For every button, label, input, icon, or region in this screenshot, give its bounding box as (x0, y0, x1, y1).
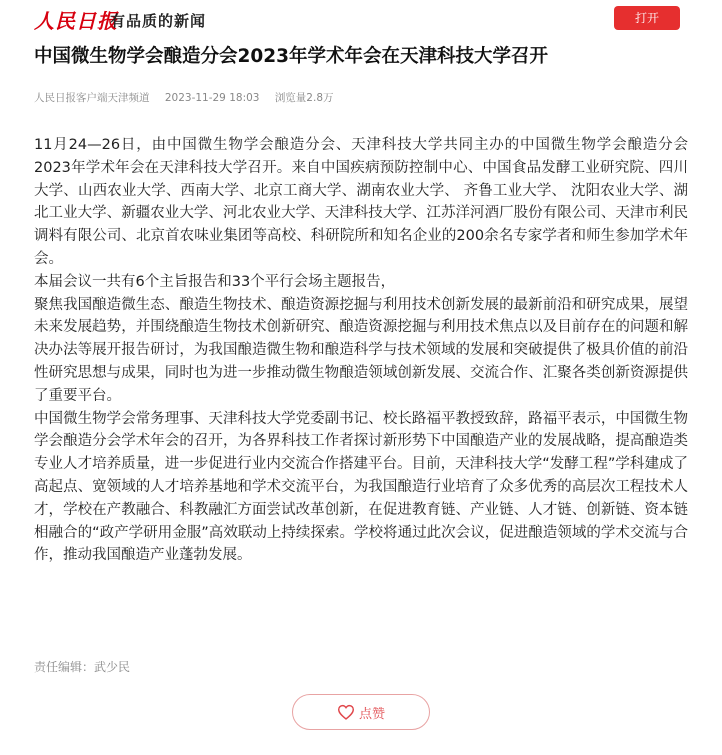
article-datetime: 2023-11-29 18:03 (164, 92, 260, 104)
logo: 人民日报 (34, 9, 118, 33)
article-paragraph: 本届会议一共有6个主旨报告和33个平行会场主题报告， (34, 273, 396, 290)
heart-icon (337, 704, 355, 720)
like-button[interactable] (292, 694, 430, 730)
article-paragraph: 11月24—26日，由中国微生物学会酿造分会、天津科技大学共同主办的中国微生物学会酿造分会2023年学术年会在天津科技大学召开。来自中国疾病预防控制中心、中国食品发酵工业研究院、四川大学、山西农业大学、西南大学、北京工商大学、湖南农业大学、 齐鲁工业大学、 沈阳农业大学、湖北工业大学、新疆农业大学、河北农业大学、天津科技大学、江苏洋河酒厂股份有限公司、天津市利民调料有限公司、北京首农味业集团等高校、科研院所和知名企业的200余名专家学者和师生参加学术年会。 (34, 137, 688, 267)
article-paragraph: 中国微生物学会常务理事、天津科技大学党委副书记、校长路福平教授致辞，路福平表示，中国微生物学会酿造分会学术年会的召开，为各界科技工作者探讨新形势下中国酿造产业的发展战略，提高酿造类专业人才培养质量，进一步促进行业内交流合作搭建平台。目前，天津科技大学“发酵工程”学科建成了高起点、宽领域的人才培养基地和学术交流平台，为我国酿造行业培育了众多优秀的高层次工程技术人才，学校在产教融合、科教融汇方面尝试改革创新，在促进教育链、产业链、人才链、创新链、资本链相融合的“政产学研用金服”高效联动上持续探索。学校将通过此次会议，促进酿造领域的学术交流与合作，推动我国酿造产业蓬勃发展。 (34, 410, 688, 564)
slogan: 有品质的新闻 (110, 12, 207, 30)
like-label: 点赞 (358, 706, 385, 722)
article-title: 中国微生物学会酿造分会2023年学术年会在天津科技大学召开 (34, 46, 548, 67)
article-views: 浏览量2.8万 (274, 92, 334, 104)
article-paragraph: 聚焦我国酿造微生态、酿造生物技术、酿造资源挖掘与利用技术创新发展的最新前沿和研究成果，展望未来发展趋势，并围绕酿造生物技术创新研究、酿造资源挖掘与利用技术焦点以及目前存在的问题和解决办法等展开报告研讨，为我国酿造微生物和酿造科学与技术领域的发展和突破提供了极具价值的前沿性研究思想与成果，同时也为进一步推动微生物酿造领域创新发展、交流合作、汇聚各类创新资源提供了重要平台。 (34, 296, 688, 404)
article-body (34, 134, 688, 567)
open-app-button[interactable]: 打开 (614, 6, 680, 30)
responsible-editor: 责任编辑：武少民 (34, 660, 131, 674)
article-meta (34, 90, 346, 105)
article-source: 人民日报客户端天津频道 (34, 92, 150, 104)
top-bar (0, 0, 722, 36)
